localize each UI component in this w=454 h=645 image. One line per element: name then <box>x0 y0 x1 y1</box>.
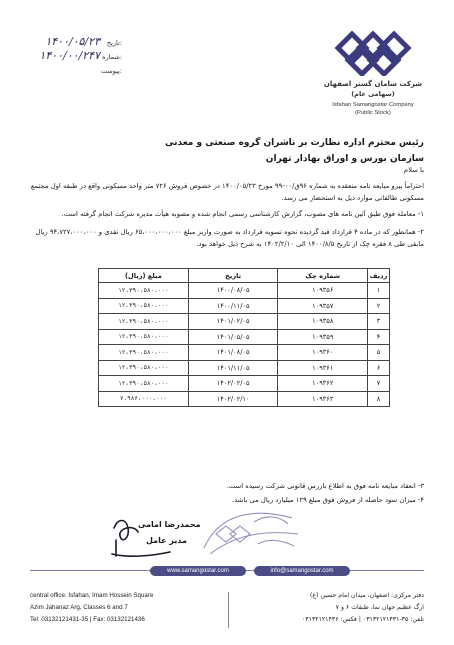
row-number: ۵ <box>368 345 390 361</box>
cheque-number: ۱۰۹۳۵۸ <box>278 314 368 330</box>
cheque-number: ۱۰۹۳۵۶ <box>278 283 368 299</box>
address-en-line-3: Tel: 03132121431-35 | Fax: 03132121436 <box>30 616 145 623</box>
cheque-number: ۱۰۹۳۶۲ <box>278 376 368 392</box>
footer-separator <box>228 592 229 628</box>
letter-date: ۱۴۰۰/۰۵/۲۳ <box>45 35 100 48</box>
company-type-fa: (سهامی عام) <box>351 90 395 98</box>
date-label: تاریخ: <box>106 39 122 47</box>
website-link[interactable]: www.samangostar.com <box>150 566 246 576</box>
footer-contact-bar <box>0 566 454 576</box>
cheque-amount: ۱۲،۳۹۰،۵۸۰،۰۰۰ <box>99 360 189 376</box>
header-cheque-number: شماره چک <box>278 269 368 283</box>
item-3-paragraph: ۳- انعقاد مبایعه نامه فوق به اطلاع بازرس قانونی شرکت رسیده است. <box>226 482 424 490</box>
email-link[interactable]: info@samangostar.com <box>254 566 350 576</box>
cheque-number: ۱۰۹۳۶۳ <box>278 391 368 407</box>
cheque-amount: ۷،۹۸۶،۰۰۰،۰۰۰ <box>99 391 189 407</box>
cheque-amount: ۱۲،۳۹۰،۵۸۰،۰۰۰ <box>99 283 189 299</box>
cheque-date: ۱۴۰۰/۱۱/۰۵ <box>188 298 278 314</box>
table-row <box>99 329 390 345</box>
header-row-number: ردیف <box>368 269 390 283</box>
cheque-date: ۱۴۰۱/۰۲/۰۵ <box>188 314 278 330</box>
samangostar-logo-icon <box>332 28 414 76</box>
company-type-en: (Public Stock) <box>355 110 391 116</box>
cheque-number: ۱۰۹۳۵۹ <box>278 329 368 345</box>
address-fa-line-3: تلفن: ۳۵-۰۳۱۳۲۱۲۱۴۳۱ | فکس: ۰۳۱۳۲۱۲۱۴۳۶ <box>301 616 424 623</box>
cheque-amount: ۱۲،۳۹۰،۵۸۰،۰۰۰ <box>99 376 189 392</box>
signatory-title: مدیر عامل <box>146 536 187 545</box>
row-number: ۶ <box>368 360 390 376</box>
row-number: ۲ <box>368 298 390 314</box>
cheque-number: ۱۰۹۳۶۱ <box>278 360 368 376</box>
row-number: ۳ <box>368 314 390 330</box>
item-1-paragraph: ۱- معامله فوق طبق آئین نامه های مصوب، گزارش کارشناسی رسمی انجام شده و مصوبه هیأت مدیره شرکت انجام گرفته است. <box>61 210 424 218</box>
row-number: ۴ <box>368 329 390 345</box>
letter-number: ۱۴۰۰/۰۰/۲۴۷ <box>39 49 100 62</box>
cheque-number: ۱۰۹۳۵۷ <box>278 298 368 314</box>
row-number: ۱ <box>368 283 390 299</box>
table-row <box>99 298 390 314</box>
signatory-name: محمدرضا امامی <box>138 520 201 529</box>
cheque-amount: ۱۲،۳۹۰،۵۸۰،۰۰۰ <box>99 345 189 361</box>
greeting: با سلام <box>403 166 424 174</box>
table-row <box>99 360 390 376</box>
cheque-date: ۱۴۰۱/۰۵/۰۵ <box>188 329 278 345</box>
header-date: تاریخ <box>188 269 278 283</box>
recipient-title: رئیس محترم اداره نظارت بر ناشران گروه صنعتی و معدنی <box>165 138 424 148</box>
cheque-date: ۱۴۰۰/۰۸/۰۵ <box>188 283 278 299</box>
row-number: ۷ <box>368 376 390 392</box>
cheque-amount: ۱۲،۳۹۰،۵۸۰،۰۰۰ <box>99 329 189 345</box>
item-4-paragraph: ۴- میزان سود حاصله از فروش فوق مبلغ ۱۲۹ میلیارد ریال می باشد. <box>231 496 424 504</box>
company-name-en: Isfahan Samangostar Company <box>332 102 414 108</box>
cheque-amount: ۱۲،۳۹۰،۵۸۰،۰۰۰ <box>99 314 189 330</box>
table-row <box>99 376 390 392</box>
number-label: شماره: <box>102 53 122 61</box>
cheque-date: ۱۴۰۱/۱۱/۰۵ <box>188 360 278 376</box>
cheque-number: ۱۰۹۳۶۰ <box>278 345 368 361</box>
reference-block <box>14 36 124 78</box>
cheque-date: ۱۴۰۲/۰۲/۱۰ <box>188 391 278 407</box>
cheque-amount: ۱۲،۳۹۰،۵۸۰،۰۰۰ <box>99 298 189 314</box>
intro-paragraph: احتراماً پیرو مبایعه نامه منعقده به شماره ۹۶ق/۰۰-۹۹ مورخ ۱۴۰۰/۰۵/۲۳ در خصوص فروش ۷۲۶ متر واحد مسکونی واقع در طبقه اول مجتمع مسکونی طالقانی موارد ذیل به استحضار می رسد. <box>30 182 424 202</box>
company-logo-block <box>318 28 428 128</box>
cheque-date: ۱۴۰۲/۰۲/۰۵ <box>188 376 278 392</box>
cheque-schedule-table <box>98 268 390 407</box>
address-fa-line-2: ارگ عظیم جهان نما، طبقات ۶ و ۷ <box>335 604 424 611</box>
company-name-fa: شرکت سامان گستر اصفهان <box>323 80 423 88</box>
address-persian <box>254 590 424 626</box>
table-row <box>99 345 390 361</box>
row-number: ۸ <box>368 391 390 407</box>
header-amount: مبلغ (ریال) <box>99 269 189 283</box>
item-2-paragraph: ۲- همانطور که در ماده ۴ قرارداد قید گردیده نحوه تسویه قرارداد به صورت واریز مبلغ ۶۵،۰۰۰،۰۰۰،۰۰۰ ریال نقدی و ۹۴،۷۲۷،۰۰۰،۰۰۰ ریال مابقی طی ۸ فقره چک از تاریخ ۱۴۰۰/۸/۵ الی ۱۴۰۲/۲/۱۰ به شرح ذیل خواهد بود. <box>35 228 424 248</box>
address-en-line-1: central office: Isfahan, Imam Hossein Square <box>30 592 154 599</box>
signature-block <box>108 514 228 562</box>
cheque-date: ۱۴۰۱/۰۸/۰۵ <box>188 345 278 361</box>
attachment-label: پیوست: <box>100 67 122 75</box>
address-english <box>30 590 200 626</box>
table-row <box>99 391 390 407</box>
address-fa-line-1: دفتر مرکزی: اصفهان، میدان امام حسین (ع) <box>309 592 424 599</box>
table-row <box>99 283 390 299</box>
table-row <box>99 314 390 330</box>
recipient-organization: سازمان بورس و اوراق بهادار تهران <box>265 154 424 164</box>
table-header-row <box>99 269 390 283</box>
address-en-line-2: Azim Jahanaz Arg, Classes 6 and 7 <box>30 604 128 611</box>
